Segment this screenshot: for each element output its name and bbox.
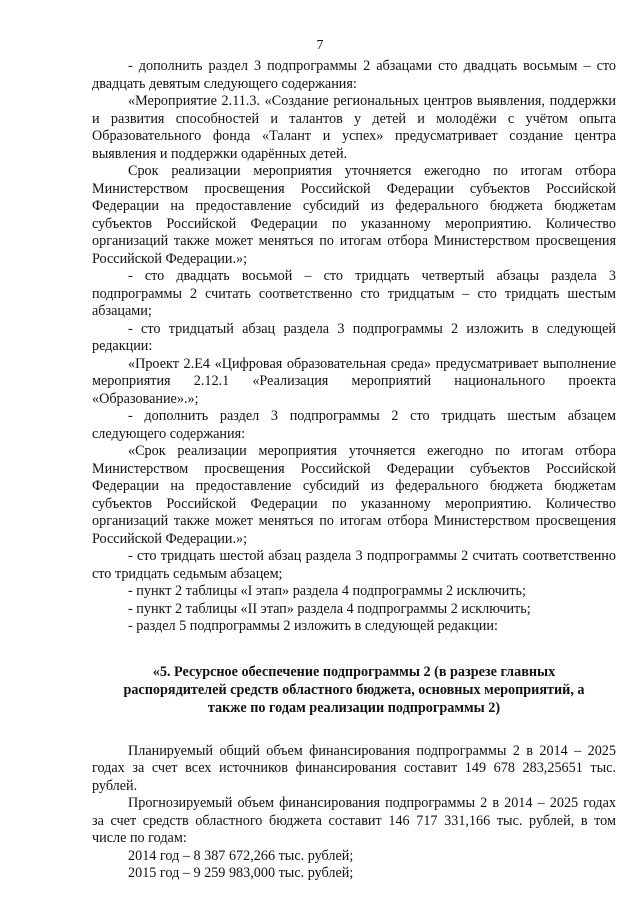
paragraph: Срок реализации мероприятия уточняется ежегодно по итогам отбора Министерством просвещения Российской Федерации субъектов Российской Федерации на предоставление субсидий из федерального бюджета бюджетам субъектов Российской Федерации по указанному мероприятию. Количество организаций также может меняться по итогам отбора Министерством просвещения Российской Федерации.»; (92, 163, 616, 267)
paragraph: «Срок реализации мероприятия уточняется ежегодно по итогам отбора Министерством просвещения Российской Федерации субъектов Российской Федерации на предоставление субсидий из федерального бюджета бюджетам субъектов Российской Федерации по указанному мероприятию. Количество организаций также может меняться по итогам отбора Министерством просвещения Российской Федерации.»; (92, 443, 616, 547)
paragraph: - пункт 2 таблицы «II этап» раздела 4 подпрограммы 2 исключить; (128, 600, 531, 617)
page-number: 7 (316, 38, 324, 53)
paragraph: - дополнить раздел 3 подпрограммы 2 сто тридцать шестым абзацем следующего содержания: (92, 408, 616, 442)
finance-paragraph: Прогнозируемый объем финансирования подпрограммы 2 в 2014 – 2025 годах за счет средств областного бюджета составит 146 717 331,166 тыс. рублей, в том числе по годам: (92, 795, 616, 846)
finance-paragraph: Планируемый общий объем финансирования подпрограммы 2 в 2014 – 2025 годах за счет всех источников финансирования составит 149 678 283,25651 тыс. рублей. (92, 742, 616, 794)
year-line: 2014 год – 8 387 672,266 тыс. рублей; (128, 847, 354, 864)
paragraph: - пункт 2 таблицы «I этап» раздела 4 подпрограммы 2 исключить; (128, 583, 526, 599)
paragraph: - сто тридцать шестой абзац раздела 3 подпрограммы 2 считать соответственно сто тридцать седьмым абзацем; (92, 548, 616, 582)
paragraph: «Проект 2.Е4 «Цифровая образовательная среда» предусматривает выполнение мероприятия 2.12.1 «Реализация мероприятий национального проекта «Образование».»; (92, 355, 616, 407)
paragraph: - дополнить раздел 3 подпрограммы 2 абзацами сто двадцать восьмым – сто двадцать девятым следующего содержания: (92, 58, 616, 92)
section-heading: «5. Ресурсное обеспечение подпрограммы 2 (в разрезе главных распорядителей средств областного бюджета, основных мероприятий, а также по годам реализации подпрограммы 2) (123, 663, 585, 716)
paragraph: - сто двадцать восьмой – сто тридцать четвертый абзацы раздела 3 подпрограммы 2 считать соответственно сто тридцатым – сто тридцать шестым абзацами; (92, 268, 616, 319)
paragraph: - сто тридцатый абзац раздела 3 подпрограммы 2 изложить в следующей редакции: (92, 320, 616, 354)
document-body (92, 58, 616, 883)
paragraph: - раздел 5 подпрограммы 2 изложить в следующей редакции: (128, 618, 498, 634)
year-line: 2015 год – 9 259 983,000 тыс. рублей; (128, 865, 354, 881)
paragraph: «Мероприятие 2.11.3. «Создание региональных центров выявления, поддержки и развития способностей и талантов у детей и молодёжи с учётом опыта Образовательного фонда «Талант и успех» предусматривает создание центра выявления и поддержки одарённых детей. (92, 93, 616, 162)
